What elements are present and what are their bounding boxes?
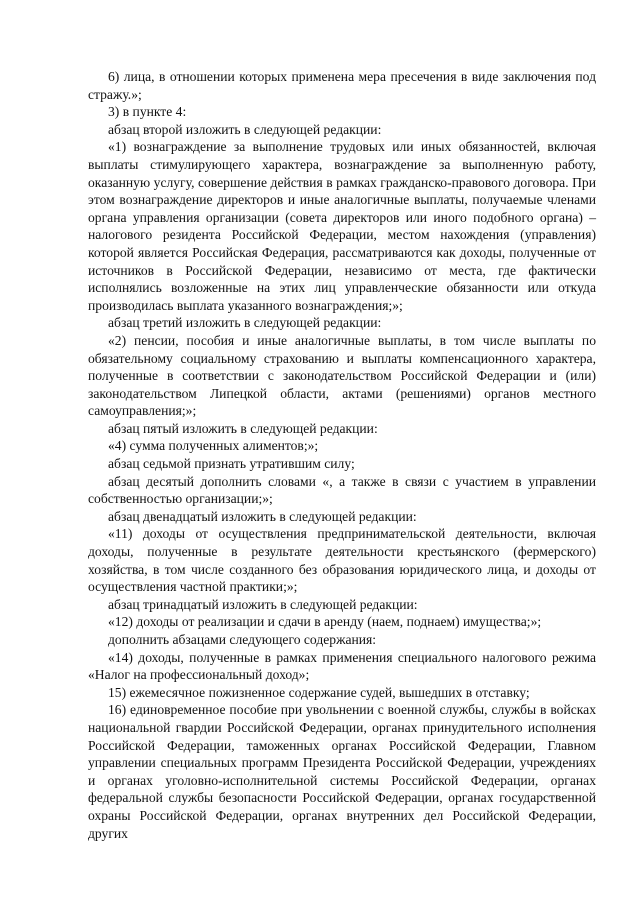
paragraph-instruction-thirteenth-abzac: абзац тринадцатый изложить в следующей редакции: bbox=[108, 596, 418, 612]
paragraph-instruction-third-abzac: абзац третий изложить в следующей редакции: bbox=[108, 315, 382, 331]
paragraph-item-11-business-income: «11) доходы от осуществления предпринимательской деятельности, включая доходы, полученные в результате деятельности крестьянского (фермерского) хозяйства, в том числе созданного без образования юридического лица, и доходы от осуществления частной практики;»; bbox=[88, 526, 596, 595]
paragraph-item-12-property-income: «12) доходы от реализации и сдачи в аренду (наем, поднаем) имущества;»; bbox=[108, 614, 542, 630]
paragraph-instruction-add-abzacs: дополнить абзацами следующего содержания: bbox=[108, 632, 377, 647]
paragraph-item-16-severance-benefit: 16) единовременное пособие при увольнении с военной службы, службы в войсках национальной гвардии Российской Федерации, органах принудительного исполнения Российской Федерации, таможенных органах Российской Федерации, Главном управлении специальных программ Президента Российской Федерации, учреждениях и органах уголовно-исполнительной системы Российской Федерации, органах федеральной службы безопасности Российской Федерации, органах государственной охраны Российской Федерации, органах внутренних дел Российской Федерации, других bbox=[88, 702, 596, 841]
paragraph-item-4-alimony: «4) сумма полученных алиментов;»; bbox=[108, 438, 319, 454]
paragraph-instruction-twelfth-abzac: абзац двенадцатый изложить в следующей редакции: bbox=[108, 508, 417, 524]
paragraph-instruction-fifth-abzac: абзац пятый изложить в следующей редакции: bbox=[108, 420, 378, 436]
paragraph-item-2-pensions: «2) пенсии, пособия и иные аналогичные выплаты, в том числе выплаты по обязательному социальному страхованию и выплаты компенсационного характера, полученные в соответствии с законодательством Российской Федерации и (или) законодательством Липецкой области, актами (решениями) органов местного самоуправления;»; bbox=[88, 332, 596, 419]
paragraph-item-1-remuneration: «1) вознаграждение за выполнение трудовых или иных обязанностей, включая выплаты стимулирующего характера, вознаграждение за выполненную работу, оказанную услугу, совершение действия в рамках гражданско-правового договора. При этом вознаграждение директоров и иные аналогичные выплаты, получаемые членами органа управления организации (совета директоров или иного подобного органа) – налогового резидента Российской Федерации, местом нахождения (управления) которой является Российская Федерация, рассматриваются как доходы, полученные от источников в Российской Федерации, независимо от места, где фактически исполнялись возложенные на этих лиц управленческие обязанности или откуда производилась выплата указанного вознаграждения;»; bbox=[88, 139, 596, 313]
paragraph-instruction-tenth-abzac: абзац десятый дополнить словами «, а также в связи с участием в управлении собственностью организации;»; bbox=[88, 473, 596, 507]
paragraph-item-6-persons-detained: 6) лица, в отношении которых применена мера пресечения в виде заключения под стражу.»; bbox=[88, 69, 596, 102]
paragraph-instruction-second-abzac: абзац второй изложить в следующей редакции: bbox=[108, 121, 382, 137]
document-page bbox=[88, 68, 596, 842]
paragraph-instruction-seventh-abzac: абзац седьмой признать утратившим силу; bbox=[108, 456, 355, 472]
paragraph-item-14-professional-income: «14) доходы, полученные в рамках применения специального налогового режима «Налог на профессиональный доход»; bbox=[88, 649, 596, 683]
paragraph-item-15-judges-allowance: 15) ежемесячное пожизненное содержание судей, вышедших в отставку; bbox=[108, 684, 530, 700]
paragraph-clause-3-point-4: 3) в пункте 4: bbox=[108, 104, 187, 120]
